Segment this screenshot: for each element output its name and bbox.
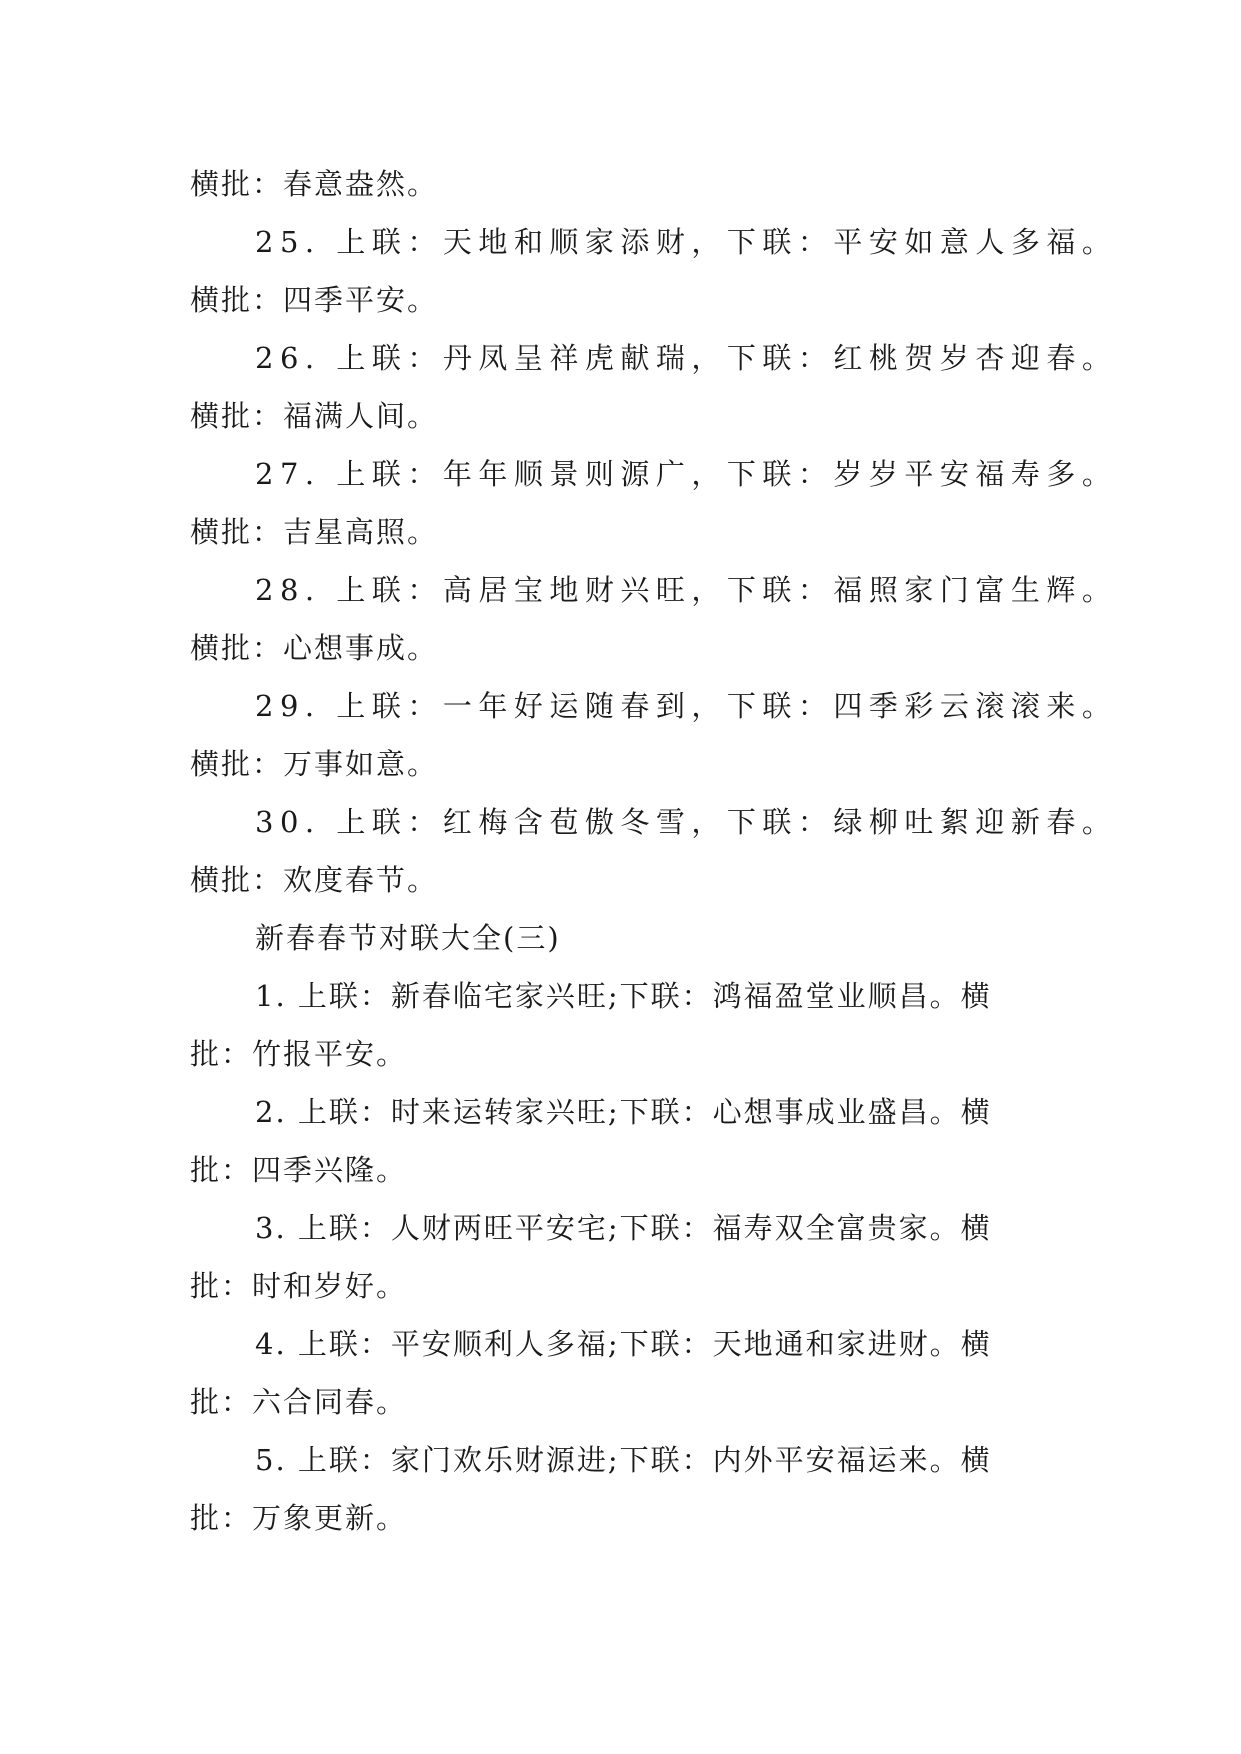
section-heading: 新春春节对联大全(三) [255,921,561,955]
text-line: 横批：万事如意。 [190,747,439,781]
text-line: 3. 上联：人财两旺平安宅;下联：福寿双全富贵家。横 [255,1211,992,1245]
text-line: 30. 上联：红梅含苞傲冬雪，下联：绿柳吐絮迎新春。 [255,805,1118,839]
text-line: 25. 上联：天地和顺家添财，下联：平安如意人多福。 [255,225,1118,259]
text-line: 批：万象更新。 [190,1501,408,1535]
text-line: 4. 上联：平安顺利人多福;下联：天地通和家进财。横 [255,1327,992,1361]
text-line: 横批：四季平安。 [190,283,439,317]
text-line: 1. 上联：新春临宅家兴旺;下联：鸿福盈堂业顺昌。横 [255,979,992,1013]
text-line: 横批：欢度春节。 [190,863,439,897]
text-line: 批：四季兴隆。 [190,1153,408,1187]
text-line: 横批：春意盎然。 [190,167,439,201]
text-line: 批：竹报平安。 [190,1037,408,1071]
text-line: 批：时和岁好。 [190,1269,408,1303]
text-line: 5. 上联：家门欢乐财源进;下联：内外平安福运来。横 [255,1443,992,1477]
text-line: 横批：吉星高照。 [190,515,439,549]
text-line: 横批：心想事成。 [190,631,439,665]
text-line: 2. 上联：时来运转家兴旺;下联：心想事成业盛昌。横 [255,1095,992,1129]
text-line: 批：六合同春。 [190,1385,408,1419]
text-line: 27. 上联：年年顺景则源广，下联：岁岁平安福寿多。 [255,457,1118,491]
text-line: 28. 上联：高居宝地财兴旺，下联：福照家门富生辉。 [255,573,1118,607]
text-line: 横批：福满人间。 [190,399,439,433]
text-line: 26. 上联：丹凤呈祥虎献瑞，下联：红桃贺岁杏迎春。 [255,341,1118,375]
text-line: 29. 上联：一年好运随春到，下联：四季彩云滚滚来。 [255,689,1118,723]
